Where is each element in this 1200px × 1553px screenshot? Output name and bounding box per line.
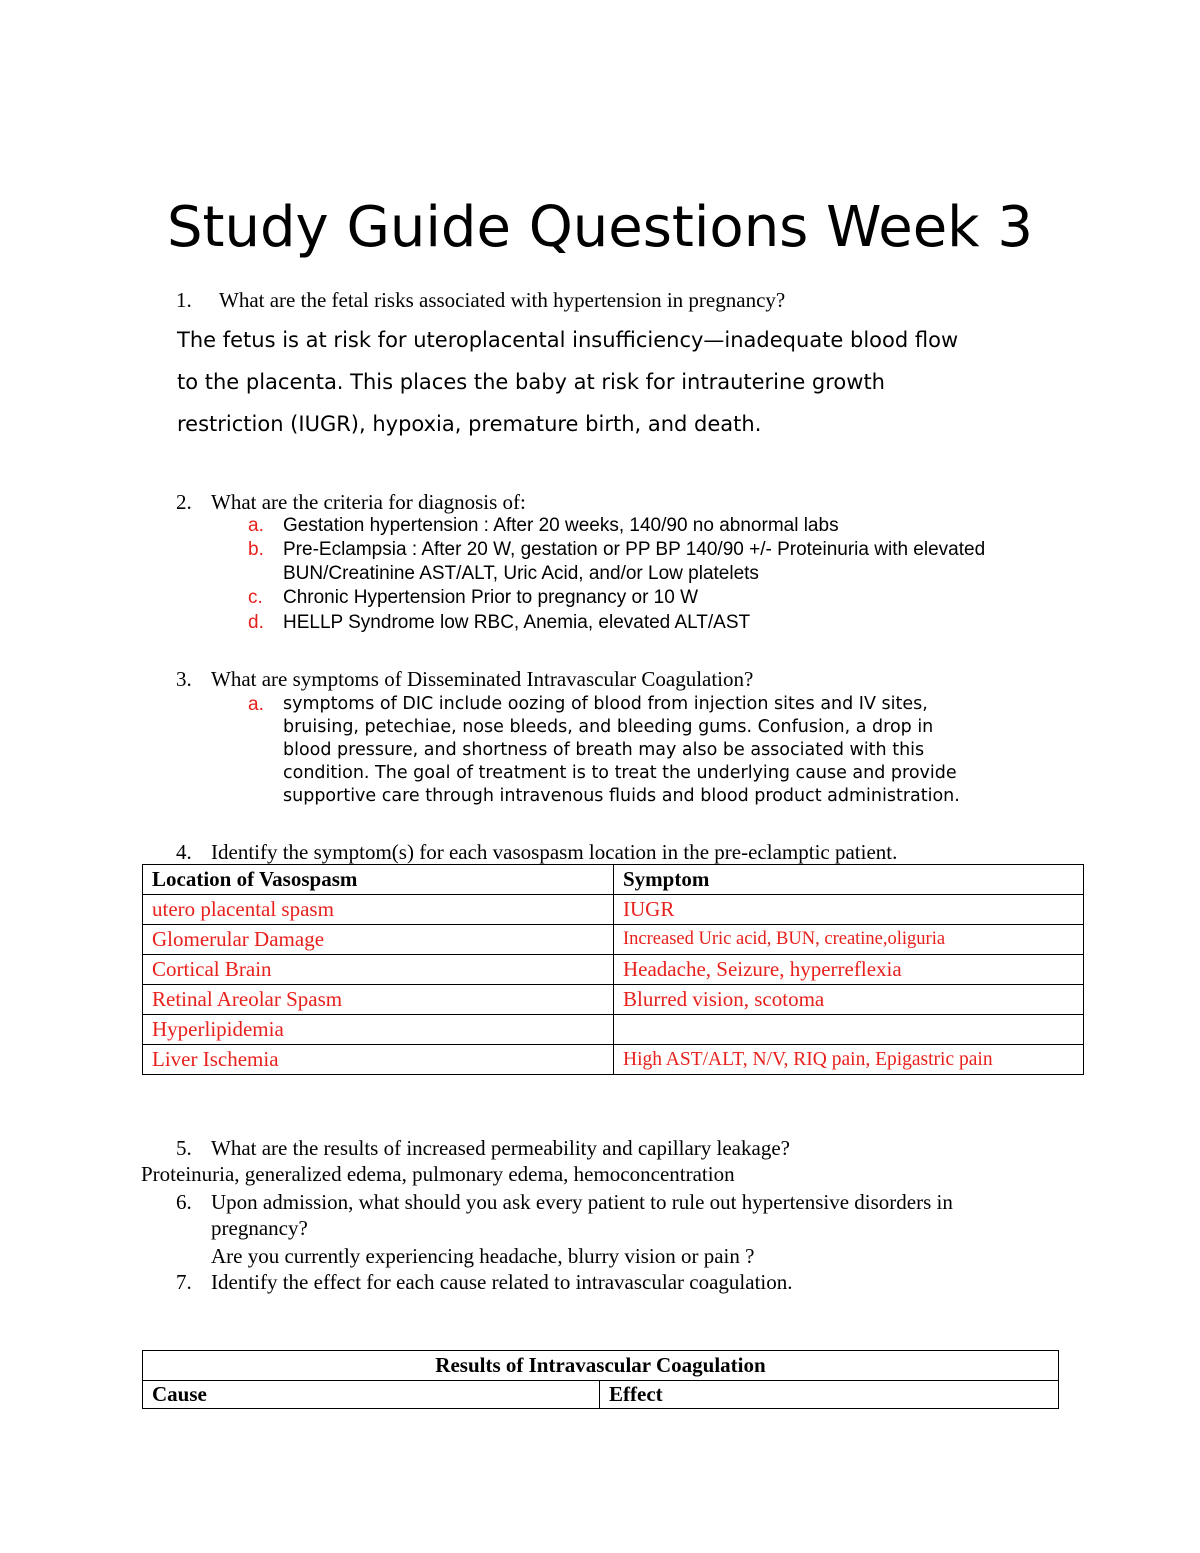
symptom-cell: IUGR <box>614 895 1084 925</box>
answer-line: supportive care through intravenous fluids and blood product administration. <box>283 786 960 806</box>
vasospasm-table <box>142 864 1084 1075</box>
column-header: Effect <box>600 1381 1059 1409</box>
table-header-row <box>143 865 1084 895</box>
answer-line: condition. The goal of treatment is to treat the underlying cause and provide <box>283 763 957 783</box>
location-cell: Hyperlipidemia <box>143 1015 614 1045</box>
symptom-cell: Blurred vision, scotoma <box>614 985 1084 1015</box>
question-number: 2. <box>176 490 192 514</box>
location-cell: utero placental spasm <box>143 895 614 925</box>
list-letter: a. <box>248 515 264 536</box>
table-row <box>143 1045 1084 1075</box>
question-number: 7. <box>176 1270 192 1294</box>
column-header: Cause <box>143 1381 600 1409</box>
answer-line: Are you currently experiencing headache, blurry vision or pain ? <box>211 1244 755 1268</box>
location-cell: Cortical Brain <box>143 955 614 985</box>
question-text: Identify the symptom(s) for each vasospasm location in the pre-eclamptic patient. <box>211 840 898 864</box>
table-header-row <box>143 1381 1059 1409</box>
answer-line: bruising, petechiae, nose bleeds, and bleeding gums. Confusion, a drop in <box>283 717 934 737</box>
symptom-cell: Increased Uric acid, BUN, creatine,oliguria <box>614 925 1084 955</box>
question-number: 1. <box>176 288 192 312</box>
table-row <box>143 925 1084 955</box>
question-text: What are the criteria for diagnosis of: <box>211 490 526 514</box>
question-number: 3. <box>176 667 192 691</box>
question-text: What are the results of increased permeability and capillary leakage? <box>211 1136 790 1160</box>
table-row <box>143 895 1084 925</box>
question-text: What are symptoms of Disseminated Intravascular Coagulation? <box>211 667 754 691</box>
table-row <box>143 1015 1084 1045</box>
answer-line: Proteinuria, generalized edema, pulmonary edema, hemoconcentration <box>141 1162 735 1186</box>
coagulation-table <box>142 1350 1059 1409</box>
location-cell: Liver Ischemia <box>143 1045 614 1075</box>
criteria-item: Chronic Hypertension Prior to pregnancy or 10 W <box>283 587 699 608</box>
answer-line: blood pressure, and shortness of breath may also be associated with this <box>283 740 925 760</box>
symptom-cell <box>614 1015 1084 1045</box>
table-title-row <box>143 1351 1059 1381</box>
criteria-item: Gestation hypertension : After 20 weeks, 140/90 no abnormal labs <box>283 515 839 536</box>
answer-line: symptoms of DIC include oozing of blood from injection sites and IV sites, <box>283 694 928 714</box>
table-row <box>143 985 1084 1015</box>
symptom-cell: Headache, Seizure, hyperreflexia <box>614 955 1084 985</box>
criteria-item: Pre-Eclampsia : After 20 W, gestation or PP BP 140/90 +/- Proteinuria with elevated <box>283 539 986 560</box>
location-cell: Glomerular Damage <box>143 925 614 955</box>
location-cell: Retinal Areolar Spasm <box>143 985 614 1015</box>
table-title: Results of Intravascular Coagulation <box>143 1351 1059 1381</box>
criteria-item-cont: BUN/Creatinine AST/ALT, Uric Acid, and/or Low platelets <box>283 563 759 584</box>
answer-line: The fetus is at risk for uteroplacental insufficiency—inadequate blood flow <box>177 328 959 352</box>
question-text: What are the fetal risks associated with hypertension in pregnancy? <box>219 288 786 312</box>
symptom-cell: High AST/ALT, N/V, RIQ pain, Epigastric pain <box>614 1045 1084 1075</box>
question-text-cont: pregnancy? <box>211 1216 308 1240</box>
question-number: 4. <box>176 840 192 864</box>
table-row <box>143 955 1084 985</box>
page-title: Study Guide Questions Week 3 <box>166 195 1034 260</box>
question-number: 5. <box>176 1136 192 1160</box>
question-number: 6. <box>176 1190 192 1214</box>
column-header: Symptom <box>614 865 1084 895</box>
question-text: Identify the effect for each cause related to intravascular coagulation. <box>211 1270 793 1294</box>
answer-line: to the placenta. This places the baby at risk for intrauterine growth <box>177 370 885 394</box>
criteria-item: HELLP Syndrome low RBC, Anemia, elevated ALT/AST <box>283 612 751 633</box>
list-letter: c. <box>248 587 263 608</box>
list-letter: b. <box>248 539 264 560</box>
list-letter: d. <box>248 612 264 633</box>
column-header: Location of Vasospasm <box>143 865 614 895</box>
list-letter: a. <box>248 694 264 715</box>
question-text: Upon admission, what should you ask every patient to rule out hypertensive disorders in <box>211 1190 953 1214</box>
answer-line: restriction (IUGR), hypoxia, premature birth, and death. <box>177 412 762 436</box>
